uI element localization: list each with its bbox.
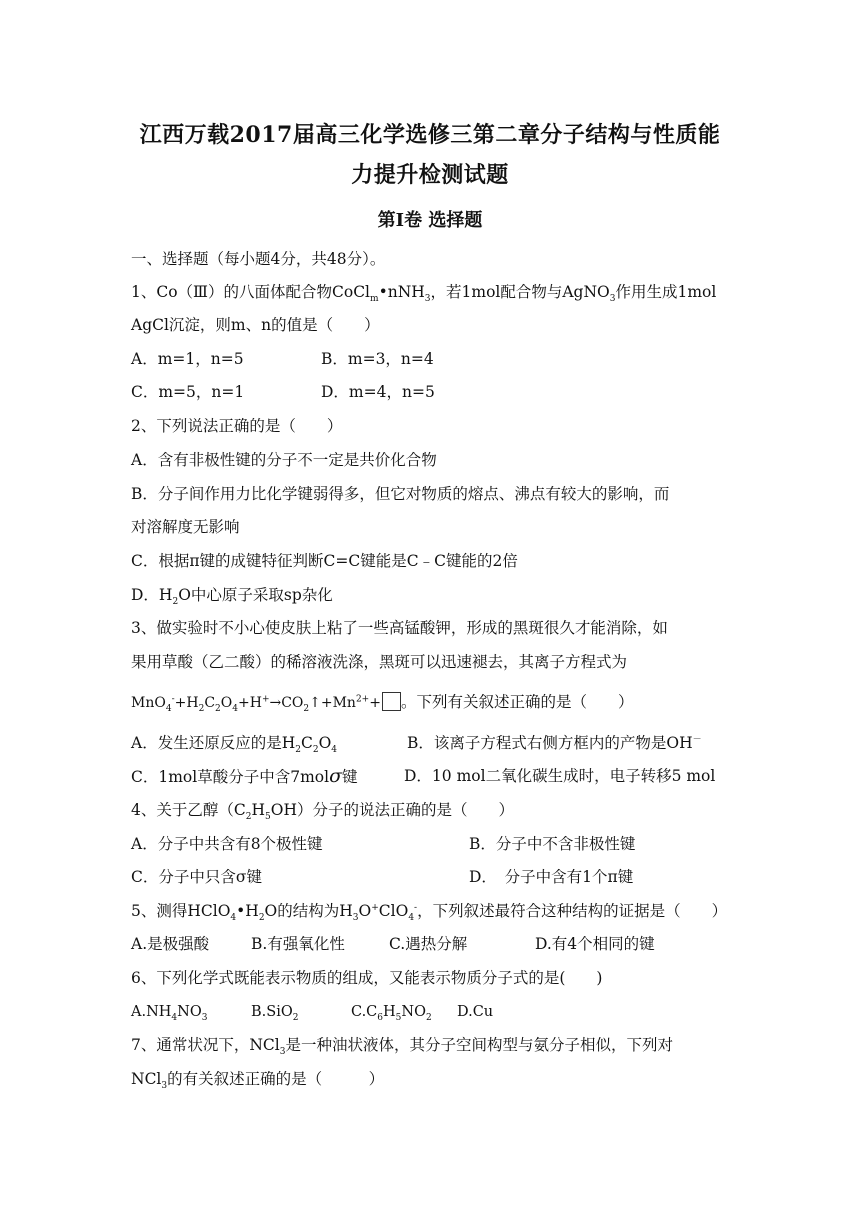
q5-option-b: B.有强氧化性	[251, 935, 345, 953]
q2-option-c: C．根据π键的成键特征判断C=C键能是C﹣C键能的2倍	[131, 552, 518, 570]
q1-option-d: D．m=4，n=5	[321, 383, 435, 401]
q5-stem: 5、测得$HClO_4•H_2O$的结构为$H_3O^+ClO_4^-$，下列叙述最符合这种结构的证据是（ ）	[131, 902, 728, 924]
q4-option-b: B．分子中不含非极性键	[469, 835, 636, 853]
q3-equation: $MnO_4^-+H_2C_2O_4+H^+\to CO_2↑+Mn^{2+}+$ 。下列有关叙述正确的是（ ）	[131, 693, 634, 714]
q1-option-b: B．m=3，n=4	[321, 350, 434, 368]
q1-stem: 1、Co（Ⅲ）的八面体配合物CoCl$_m$•nNH$_3$，若1mol配合物与AgNO$_3$作用生成1mol	[131, 283, 717, 305]
section-title: 第Ⅰ卷 选择题	[377, 210, 483, 231]
q3-stem-cont: 果用草酸（乙二酸）的稀溶液洗涤，黑斑可以迅速褪去，其离子方程式为	[131, 653, 628, 671]
q4-option-a: A．分子中共含有8个极性键	[131, 835, 323, 853]
q3-option-c: C．1mol草酸分子中含7molσ键	[131, 765, 358, 787]
part-heading: 一、选择题（每小题4分，共48分）。	[131, 250, 386, 268]
q1-option-c: C．m=5，n=1	[131, 383, 245, 401]
q4-option-c: C．分子中只含σ键	[131, 868, 262, 886]
q1-option-a: A．m=1，n=5	[131, 350, 244, 368]
q6-option-b: B.SiO$_2$	[251, 1004, 299, 1023]
q5-option-c: C.遇热分解	[389, 935, 468, 953]
q3-stem: 3、做实验时不小心使皮肤上粘了一些高锰酸钾，形成的黑斑很久才能消除，如	[131, 619, 668, 637]
q1-stem-cont: AgCl沉淀，则m、n的值是（ ）	[131, 316, 380, 334]
q2-stem: 2、下列说法正确的是（ ）	[131, 417, 343, 435]
q6-option-c: $C.C_6H_5NO_2$	[351, 1004, 432, 1023]
q2-option-b-cont: 对溶解度无影响	[131, 518, 240, 536]
q6-stem: 6、下列化学式既能表示物质的组成，又能表示物质分子式的是( )	[131, 969, 603, 987]
q3-option-b: B．该离子方程式右侧方框内的产物是OH－	[407, 734, 702, 752]
doc-title-line1: 江西万载2017届高三化学选修三第二章分子结构与性质能	[139, 122, 721, 148]
q5-option-d: D.有4个相同的键	[535, 935, 655, 953]
q2-option-a: A．含有非极性键的分子不一定是共价化合物	[131, 451, 437, 469]
doc-title-line2: 力提升检测试题	[351, 162, 509, 188]
q7-stem-cont: NCl$_3$的有关叙述正确的是（ ）	[131, 1070, 385, 1092]
q7-stem: 7、通常状况下，NCl$_3$是一种油状液体，其分子空间构型与氨分子相似，下列对	[131, 1036, 673, 1058]
q4-option-d: D． 分子中含有1个π键	[469, 868, 634, 886]
q6-option-d: D.Cu	[457, 1004, 494, 1020]
q6-option-a: $A.NH_4NO_3$	[131, 1004, 208, 1023]
q2-option-b: B．分子间作用力比化学键弱得多，但它对物质的熔点、沸点有较大的影响，而	[131, 485, 670, 503]
answer-blank-box	[382, 692, 401, 711]
q4-stem: 4、关于乙醇$(C_2H_5OH)$分子的说法正确的是（ ）	[131, 801, 514, 823]
q5-option-a: A.是极强酸	[131, 935, 210, 953]
q3-option-d: D．10 mol二氧化碳生成时，电子转移5 mol	[404, 767, 716, 785]
q3-option-a: A．发生还原反应的是$H_2C_2O_4$	[131, 734, 338, 756]
q2-option-d: D．$H_2O$中心原子采取sp杂化	[131, 586, 333, 608]
